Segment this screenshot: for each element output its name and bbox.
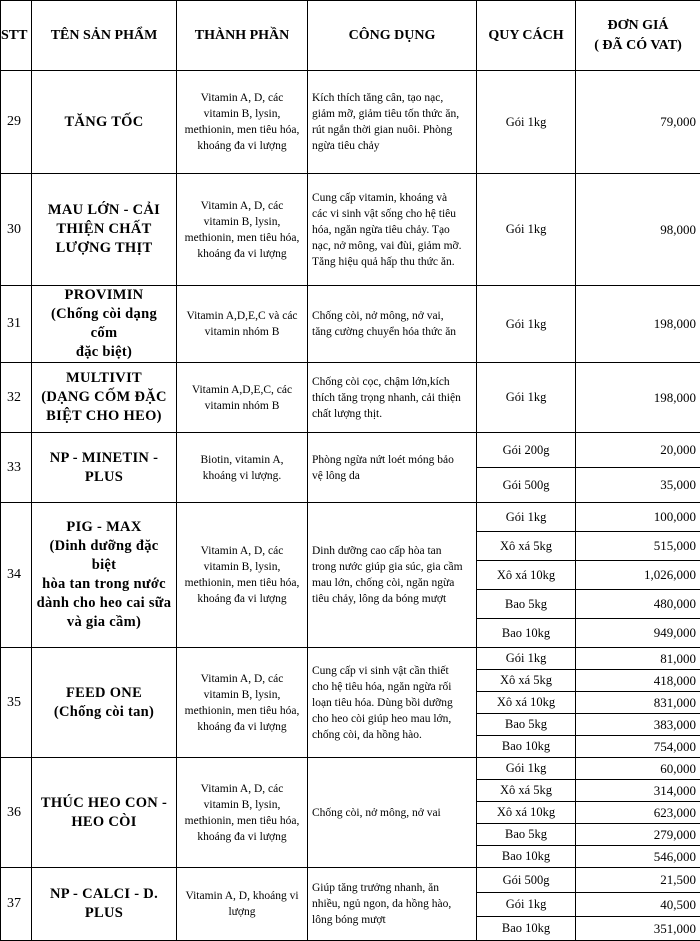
pack-price: 20,000	[576, 433, 700, 468]
pack-price: 623,000	[576, 802, 700, 824]
pack-price: 279,000	[576, 824, 700, 846]
usage-line: loạn tiêu hóa. Dùng bồi dưỡng	[312, 695, 472, 711]
pack-spec: Gói 200g	[477, 433, 576, 468]
usage-line: rút ngắn thời gian nuôi. Phòng	[312, 122, 472, 138]
composition-line: vitamin B, lysin,	[181, 687, 303, 703]
header-price-line2: ( ĐÃ CÓ VAT)	[576, 36, 700, 56]
product-row	[1, 174, 700, 286]
product-name-line: THIỆN CHẤT	[36, 220, 172, 239]
composition-line: methionin, men tiêu hóa,	[181, 703, 303, 719]
usage-line: ngừa tiêu chảy	[312, 138, 472, 154]
product-usage	[308, 503, 477, 648]
usage-line: cho hệ tiêu hóa, ngăn ngừa rối	[312, 679, 472, 695]
product-name-line: PLUS	[36, 468, 172, 487]
product-name	[32, 758, 177, 868]
pack-spec: Bao 10kg	[477, 619, 576, 648]
usage-line: Dinh dưỡng cao cấp hòa tan	[312, 543, 472, 559]
composition-line: Vitamin A, D, khoáng vi	[181, 888, 303, 904]
pack-price: 351,000	[576, 917, 700, 941]
product-usage	[308, 648, 477, 758]
pack-price: 21,500	[576, 868, 700, 893]
usage-line: Chống còi, nở mông, nở vai	[312, 805, 472, 821]
product-composition	[177, 648, 308, 758]
product-name-line: PLUS	[36, 904, 172, 923]
pack-spec: Xô xá 5kg	[477, 780, 576, 802]
product-stt: 37	[1, 868, 32, 941]
composition-line: Vitamin A, D, các	[181, 90, 303, 106]
pack-spec: Xô xá 5kg	[477, 532, 576, 561]
product-stt: 35	[1, 648, 32, 758]
header-composition: THÀNH PHẦN	[177, 1, 308, 71]
pack-price: 60,000	[576, 758, 700, 780]
pack-spec: Gói 1kg	[477, 758, 576, 780]
usage-line: vệ lông da	[312, 468, 472, 484]
pack-spec: Gói 500g	[477, 468, 576, 503]
product-name-line: THÚC HEO CON -	[36, 794, 172, 813]
pack-price: 198,000	[576, 286, 700, 363]
header-stt: STT	[1, 1, 32, 71]
pack-price: 546,000	[576, 846, 700, 868]
product-name-line: đặc biệt)	[36, 343, 172, 362]
pack-spec: Xô xá 10kg	[477, 692, 576, 714]
composition-line: khoáng vi lượng.	[181, 468, 303, 484]
product-composition	[177, 433, 308, 503]
pack-price: 418,000	[576, 670, 700, 692]
composition-line: Biotin, vitamin A,	[181, 452, 303, 468]
pack-price: 515,000	[576, 532, 700, 561]
usage-line: Cung cấp vitamin, khoáng và	[312, 190, 472, 206]
pack-spec: Gói 1kg	[477, 648, 576, 670]
usage-line: Chống còi cọc, chậm lớn,kích	[312, 374, 472, 390]
product-name-line: MAU LỚN - CẢI	[36, 201, 172, 220]
product-composition	[177, 174, 308, 286]
usage-line: tăng cường chuyển hóa thức ăn	[312, 324, 472, 340]
product-row	[1, 758, 700, 780]
product-name-line: NP - MINETIN -	[36, 449, 172, 468]
product-row	[1, 868, 700, 893]
product-name-line: (Dinh dưỡng đặc biệt	[36, 537, 172, 575]
pack-spec: Gói 1kg	[477, 893, 576, 917]
pack-spec: Gói 1kg	[477, 286, 576, 363]
usage-line: cho heo còi giúp heo mau lớn,	[312, 711, 472, 727]
product-usage	[308, 433, 477, 503]
usage-line: Tăng hiệu quả hấp thu thức ăn.	[312, 254, 472, 270]
composition-line: methionin, men tiêu hóa,	[181, 813, 303, 829]
product-usage	[308, 71, 477, 174]
product-name-line: (DẠNG CỐM ĐẶC	[36, 388, 172, 407]
usage-line: Giúp tăng trưởng nhanh, ăn	[312, 880, 472, 896]
usage-line: nhiều, ngủ ngon, da hồng hào,	[312, 896, 472, 912]
product-row	[1, 648, 700, 670]
pack-spec: Bao 5kg	[477, 824, 576, 846]
product-row	[1, 286, 700, 363]
usage-line: mau lớn, chống còi, ngăn ngừa	[312, 575, 472, 591]
product-composition	[177, 71, 308, 174]
usage-line: giảm mỡ, giảm tiêu tốn thức ăn,	[312, 106, 472, 122]
product-stt: 34	[1, 503, 32, 648]
pack-price: 81,000	[576, 648, 700, 670]
header-price-line1: ĐƠN GIÁ	[576, 16, 700, 36]
pack-spec: Gói 1kg	[477, 503, 576, 532]
header-price	[576, 1, 700, 71]
pack-spec: Xô xá 10kg	[477, 561, 576, 590]
pack-spec: Bao 10kg	[477, 917, 576, 941]
product-name	[32, 71, 177, 174]
pack-spec: Bao 5kg	[477, 714, 576, 736]
product-name-line: và gia cầm)	[36, 613, 172, 632]
usage-line: chống còi, da hồng hào.	[312, 727, 472, 743]
composition-line: khoáng đa vi lượng	[181, 719, 303, 735]
product-name-line: (Chống còi dạng cốm	[36, 305, 172, 343]
product-name	[32, 503, 177, 648]
composition-line: khoáng đa vi lượng	[181, 591, 303, 607]
pack-spec: Xô xá 10kg	[477, 802, 576, 824]
pack-price: 480,000	[576, 590, 700, 619]
product-name	[32, 648, 177, 758]
composition-line: Vitamin A,D,E,C và các	[181, 308, 303, 324]
pack-price: 79,000	[576, 71, 700, 174]
product-stt: 29	[1, 71, 32, 174]
product-composition	[177, 363, 308, 433]
product-row	[1, 71, 700, 174]
pack-price: 98,000	[576, 174, 700, 286]
pack-price: 198,000	[576, 363, 700, 433]
product-name	[32, 363, 177, 433]
table-body	[1, 71, 700, 941]
product-name-line: PROVIMIN	[36, 286, 172, 305]
pack-price: 831,000	[576, 692, 700, 714]
pack-price: 754,000	[576, 736, 700, 758]
usage-line: chất lượng thịt.	[312, 406, 472, 422]
usage-line: nạc, nở mông, vai đùi, giảm mỡ.	[312, 238, 472, 254]
pack-price: 314,000	[576, 780, 700, 802]
product-name-line: BIỆT CHO HEO)	[36, 407, 172, 426]
composition-line: methionin, men tiêu hóa,	[181, 575, 303, 591]
pack-spec: Bao 5kg	[477, 590, 576, 619]
pack-price: 100,000	[576, 503, 700, 532]
product-usage	[308, 758, 477, 868]
composition-line: Vitamin A, D, các	[181, 543, 303, 559]
pack-price: 1,026,000	[576, 561, 700, 590]
usage-line: tiêu chảy, lông da bóng mượt	[312, 591, 472, 607]
composition-line: Vitamin A, D, các	[181, 198, 303, 214]
product-composition	[177, 286, 308, 363]
product-stt: 36	[1, 758, 32, 868]
product-composition	[177, 503, 308, 648]
pack-spec: Xô xá 5kg	[477, 670, 576, 692]
pack-price: 40,500	[576, 893, 700, 917]
pack-price: 35,000	[576, 468, 700, 503]
composition-line: vitamin B, lysin,	[181, 214, 303, 230]
composition-line: vitamin B, lysin,	[181, 106, 303, 122]
product-name-line: dành cho heo cai sữa	[36, 594, 172, 613]
composition-line: vitamin nhóm B	[181, 324, 303, 340]
product-stt: 33	[1, 433, 32, 503]
composition-line: vitamin B, lysin,	[181, 797, 303, 813]
composition-line: methionin, men tiêu hóa,	[181, 230, 303, 246]
pack-price: 383,000	[576, 714, 700, 736]
product-name	[32, 174, 177, 286]
product-row	[1, 433, 700, 468]
composition-line: Vitamin A,D,E,C, các	[181, 382, 303, 398]
product-stt: 32	[1, 363, 32, 433]
product-name-line: LƯỢNG THỊT	[36, 239, 172, 258]
product-row	[1, 363, 700, 433]
product-row	[1, 503, 700, 532]
composition-line: vitamin B, lysin,	[181, 559, 303, 575]
product-name-line: TĂNG TỐC	[36, 113, 172, 132]
composition-line: Vitamin A, D, các	[181, 671, 303, 687]
composition-line: khoáng đa vi lượng	[181, 246, 303, 262]
product-usage	[308, 363, 477, 433]
pack-price: 949,000	[576, 619, 700, 648]
composition-line: khoáng đa vi lượng	[181, 138, 303, 154]
pack-spec: Bao 10kg	[477, 846, 576, 868]
pack-spec: Gói 1kg	[477, 174, 576, 286]
composition-line: methionin, men tiêu hóa,	[181, 122, 303, 138]
header-product-name: TÊN SẢN PHẨM	[32, 1, 177, 71]
header-row	[1, 1, 700, 71]
product-name-line: MULTIVIT	[36, 369, 172, 388]
usage-line: Chống còi, nở mông, nở vai,	[312, 308, 472, 324]
product-usage	[308, 286, 477, 363]
product-usage	[308, 868, 477, 941]
composition-line: vitamin nhóm B	[181, 398, 303, 414]
product-stt: 30	[1, 174, 32, 286]
usage-line: lông bóng mượt	[312, 912, 472, 928]
product-usage	[308, 174, 477, 286]
pack-spec: Gói 1kg	[477, 71, 576, 174]
usage-line: thích tăng trọng nhanh, cải thiện	[312, 390, 472, 406]
product-name-line: HEO CÒI	[36, 813, 172, 832]
usage-line: trong nước giúp gia súc, gia cầm	[312, 559, 472, 575]
product-name	[32, 868, 177, 941]
product-name-line: FEED ONE	[36, 684, 172, 703]
usage-line: Kích thích tăng cân, tạo nạc,	[312, 90, 472, 106]
usage-line: Phòng ngừa nứt loét móng bảo	[312, 452, 472, 468]
product-name	[32, 433, 177, 503]
usage-line: hóa, ngăn ngừa tiêu chảy. Tạo	[312, 222, 472, 238]
pack-spec: Bao 10kg	[477, 736, 576, 758]
usage-line: các vi sinh vật sống cho hệ tiêu	[312, 206, 472, 222]
composition-line: khoáng đa vi lượng	[181, 829, 303, 845]
header-usage: CÔNG DỤNG	[308, 1, 477, 71]
product-name	[32, 286, 177, 363]
product-stt: 31	[1, 286, 32, 363]
composition-line: lượng	[181, 904, 303, 920]
header-spec: QUY CÁCH	[477, 1, 576, 71]
product-name-line: NP - CALCI - D.	[36, 885, 172, 904]
pack-spec: Gói 500g	[477, 868, 576, 893]
product-name-line: (Chống còi tan)	[36, 703, 172, 722]
composition-line: Vitamin A, D, các	[181, 781, 303, 797]
product-composition	[177, 868, 308, 941]
pack-spec: Gói 1kg	[477, 363, 576, 433]
usage-line: Cung cấp vi sinh vật cần thiết	[312, 663, 472, 679]
product-name-line: hòa tan trong nước	[36, 575, 172, 594]
product-composition	[177, 758, 308, 868]
product-name-line: PIG - MAX	[36, 518, 172, 537]
